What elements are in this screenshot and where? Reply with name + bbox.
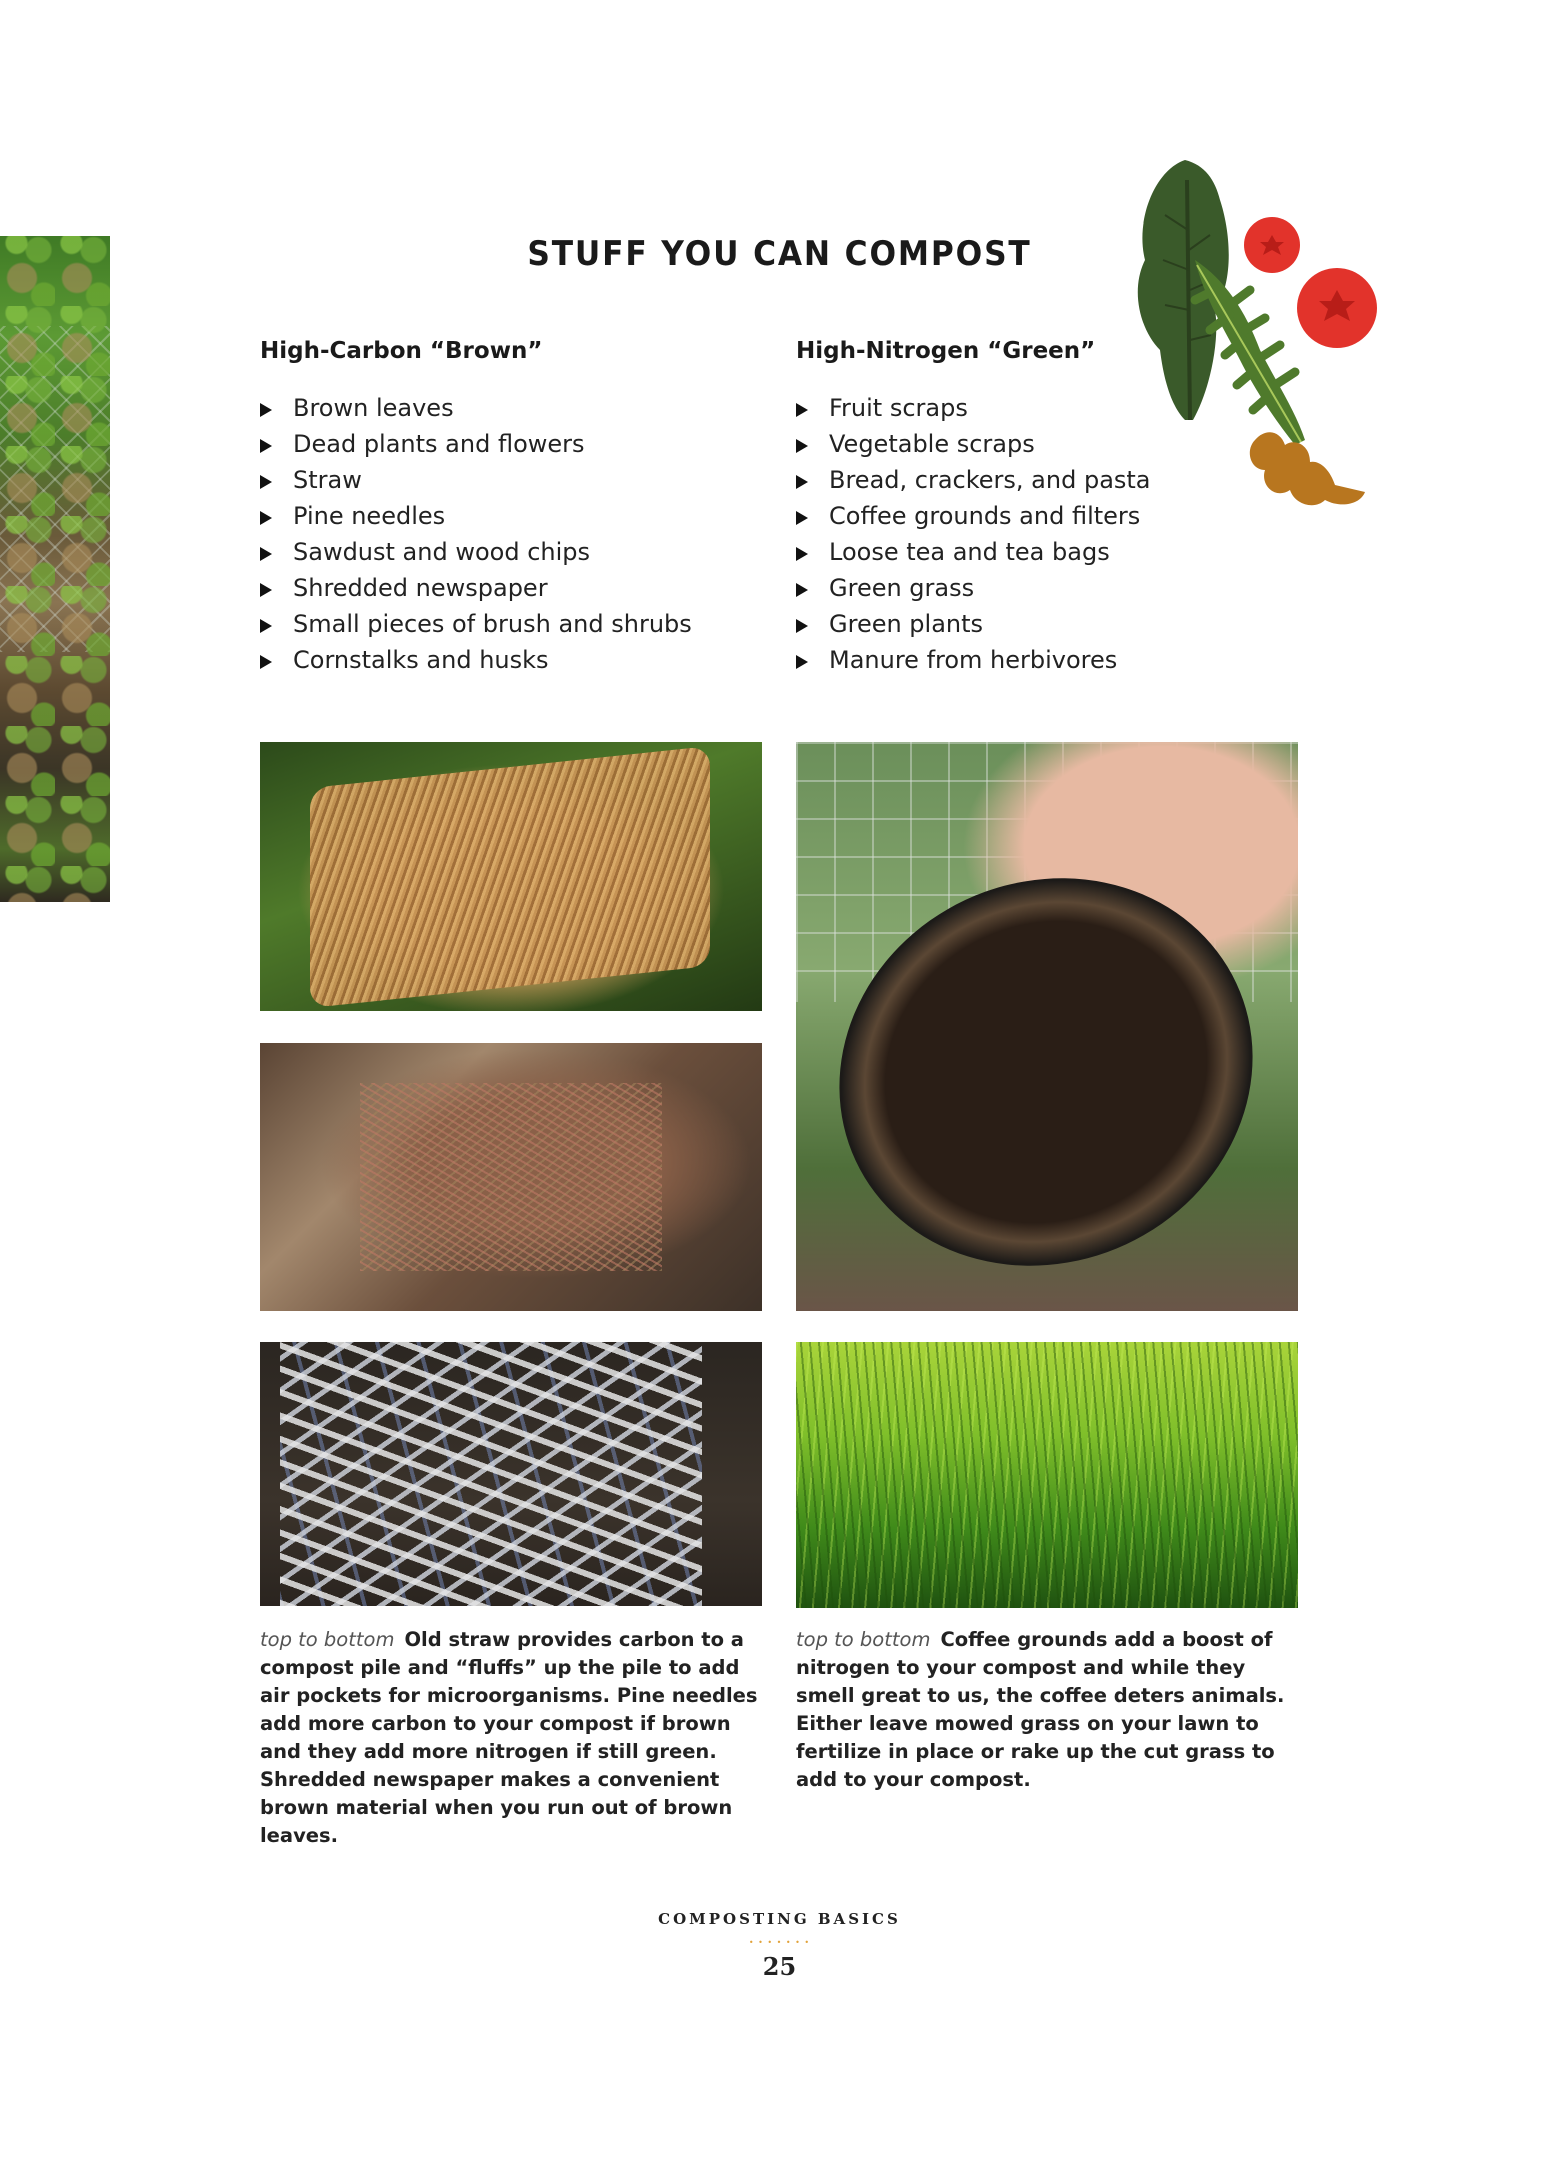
- bullet-arrow-icon: [260, 547, 272, 561]
- bullet-arrow-icon: [260, 583, 272, 597]
- green-materials-list: [796, 390, 1151, 678]
- page-number: 25: [762, 1952, 797, 1981]
- oak-leaf-icon: [1250, 432, 1365, 505]
- footer-section-title: COMPOSTING BASICS: [658, 1910, 901, 1928]
- list-item: Fruit scraps: [796, 390, 1151, 426]
- tomato-large-icon: [1297, 268, 1377, 348]
- edge-garden-photo: [0, 236, 110, 902]
- list-item: Manure from herbivores: [796, 642, 1151, 678]
- brown-heading: High-Carbon “Brown”: [260, 338, 543, 364]
- list-item: Cornstalks and husks: [260, 642, 692, 678]
- bullet-arrow-icon: [260, 475, 272, 489]
- coffee-grounds-photo: [796, 742, 1298, 1311]
- list-item: Brown leaves: [260, 390, 692, 426]
- tomato-small-icon: [1244, 217, 1300, 273]
- bullet-arrow-icon: [796, 403, 808, 417]
- list-item: Green grass: [796, 570, 1151, 606]
- vegetable-illustration: [1125, 140, 1385, 530]
- shredded-newspaper-photo: [260, 1342, 762, 1606]
- bullet-arrow-icon: [260, 403, 272, 417]
- footer-subtitle: • • • • • • •: [748, 1938, 811, 1947]
- bullet-arrow-icon: [260, 619, 272, 633]
- list-item: Loose tea and tea bags: [796, 534, 1151, 570]
- straw-bale-photo: [260, 742, 762, 1011]
- caption-lead: top to bottom: [796, 1628, 931, 1651]
- list-item: Small pieces of brush and shrubs: [260, 606, 692, 642]
- list-item: Straw: [260, 462, 692, 498]
- list-item: Bread, crackers, and pasta: [796, 462, 1151, 498]
- list-item: Pine needles: [260, 498, 692, 534]
- page-title: STUFF YOU CAN COMPOST: [527, 234, 1032, 274]
- bullet-arrow-icon: [796, 475, 808, 489]
- caption-text: Coffee grounds add a boost of nitrogen to your compost and while they smell great to us, the coffee deters animals. Either leave mowed grass on your lawn to fertilize in place or rake up the cut grass to add to your compost.: [796, 1628, 1285, 1791]
- list-item: Vegetable scraps: [796, 426, 1151, 462]
- bullet-arrow-icon: [796, 619, 808, 633]
- bullet-arrow-icon: [796, 655, 808, 669]
- list-item: Sawdust and wood chips: [260, 534, 692, 570]
- brown-materials-list: [260, 390, 692, 678]
- bullet-arrow-icon: [796, 583, 808, 597]
- green-heading: High-Nitrogen “Green”: [796, 338, 1096, 364]
- list-item: Coffee grounds and filters: [796, 498, 1151, 534]
- caption-green-photos: [796, 1626, 1298, 1794]
- bullet-arrow-icon: [260, 511, 272, 525]
- bullet-arrow-icon: [796, 547, 808, 561]
- list-item: Green plants: [796, 606, 1151, 642]
- pine-needles-photo: [260, 1043, 762, 1311]
- caption-text: Old straw provides carbon to a compost pile and “fluffs” up the pile to add air pockets for microorganisms. Pine needles add more carbon to your compost if brown and they add more nitrogen if still green. Shredded newspaper makes a convenient brown material when you run out of brown leaves.: [260, 1628, 758, 1847]
- bullet-arrow-icon: [796, 511, 808, 525]
- caption-lead: top to bottom: [260, 1628, 395, 1651]
- caption-brown-photos: [260, 1626, 762, 1850]
- list-item: Shredded newspaper: [260, 570, 692, 606]
- bullet-arrow-icon: [796, 439, 808, 453]
- bullet-arrow-icon: [260, 439, 272, 453]
- bullet-arrow-icon: [260, 655, 272, 669]
- list-item: Dead plants and flowers: [260, 426, 692, 462]
- green-grass-photo: [796, 1342, 1298, 1608]
